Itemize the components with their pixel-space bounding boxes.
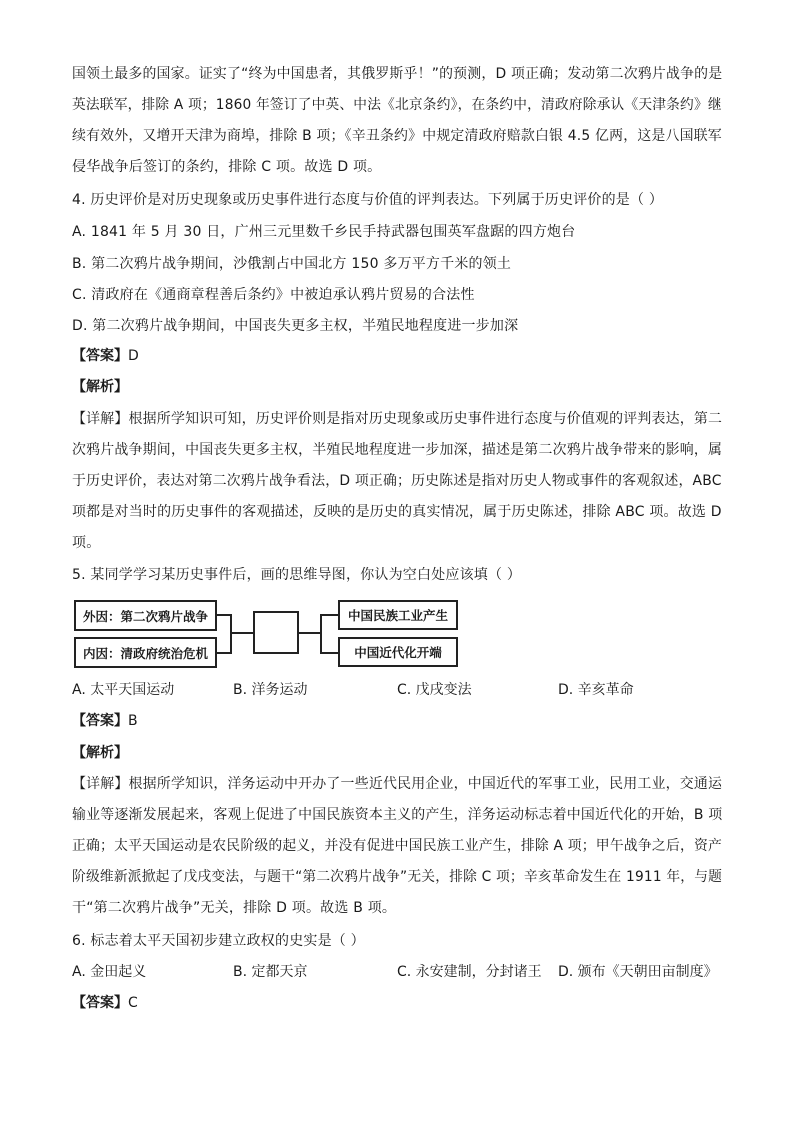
intro-line-4: 侵华战争后签订的条约，排除 C 项。故选 D 项。 — [72, 159, 382, 175]
mindmap-right-bottom-box: 中国近代化开端 — [338, 637, 458, 667]
q4-answer — [72, 347, 139, 365]
q4-detail-line-4: 项都是对当时的历史事件的客观描述，反映的是历史的真实情况，属于历史陈述，排除 ABC 项。故选 D — [72, 504, 722, 520]
q5-stem: 5. 某同学学习某历史事件后，画的思维导图，你认为空白处应该填（ ） — [72, 567, 522, 583]
mindmap-center-blank-box — [253, 611, 299, 654]
q5-detail-line-5: 干“第二次鸦片战争”无关，排除 D 项。故选 B 项。 — [72, 900, 397, 916]
q5-option-b: B. 洋务运动 — [233, 682, 308, 698]
q4-option-c: C. 清政府在《通商章程善后条约》中被迫承认鸦片贸易的合法性 — [72, 287, 475, 303]
intro-line-3: 续有效外，又增开天津为商埠，排除 B 项；《辛丑条约》中规定清政府赔款白银 4.5 亿两，这是八国联军 — [72, 128, 722, 144]
q5-option-c: C. 戊戌变法 — [397, 682, 472, 698]
q5-answer — [72, 712, 138, 730]
intro-line-1: 国领土最多的国家。证实了“终为中国患者，其俄罗斯乎！”的预测，D 项正确；发动第二次鸦片战争的是 — [72, 66, 723, 82]
q5-answer-value: B — [128, 713, 138, 729]
q6-answer-label: 【答案】 — [72, 995, 128, 1011]
mindmap-connector — [217, 614, 231, 616]
mindmap-connector — [299, 632, 321, 634]
q4-analysis-label: 【解析】 — [72, 379, 128, 395]
q4-answer-label: 【答案】 — [72, 348, 128, 364]
q5-option-d: D. 辛亥革命 — [558, 682, 634, 698]
q6-stem: 6. 标志着太平天国初步建立政权的史实是（ ） — [72, 933, 365, 949]
q5-answer-label: 【答案】 — [72, 713, 128, 729]
q4-option-a: A. 1841 年 5 月 30 日，广州三元里数千乡民手持武器包围英军盘踞的四方炮台 — [72, 224, 576, 240]
mindmap-connector — [230, 614, 232, 654]
q5-detail-line-1: 【详解】根据所学知识，洋务运动中开办了一些近代民用企业，中国近代的军事工业，民用工业，交通运 — [72, 776, 723, 792]
mindmap-connector — [320, 614, 338, 616]
mindmap-connector — [230, 632, 253, 634]
mindmap-connector — [217, 652, 231, 654]
q6-option-c: C. 永安建制，分封诸王 — [397, 964, 542, 980]
intro-line-2: 英法联军，排除 A 项；1860 年签订了中英、中法《北京条约》，在条约中，清政府除承认《天津条约》继 — [72, 97, 722, 113]
q6-option-d: D. 颁布《天朝田亩制度》 — [558, 964, 718, 980]
q4-option-d: D. 第二次鸦片战争期间，中国丧失更多主权，半殖民地程度进一步加深 — [72, 318, 519, 334]
mindmap-left-top-box: 外因：第二次鸦片战争 — [74, 600, 217, 631]
q6-option-b: B. 定都天京 — [233, 964, 308, 980]
q5-option-a: A. 太平天国运动 — [72, 682, 175, 698]
q5-detail-line-3: 正确；太平天国运动是农民阶级的起义，并没有促进中国民族工业产生，排除 A 项；甲午战争之后，资产 — [72, 838, 723, 854]
q6-answer — [72, 994, 138, 1012]
q6-option-a: A. 金田起义 — [72, 964, 147, 980]
q6-answer-value: C — [128, 995, 138, 1011]
q4-detail-line-1: 【详解】根据所学知识可知，历史评价则是指对历史现象或历史事件进行态度与价值观的评判表达，第二 — [72, 411, 723, 427]
q5-analysis-label: 【解析】 — [72, 745, 128, 761]
q4-option-b: B. 第二次鸦片战争期间，沙俄割占中国北方 150 多万平方千米的领土 — [72, 256, 512, 272]
mindmap-connector — [320, 614, 322, 654]
q5-detail-line-2: 输业等逐渐发展起来，客观上促进了中国民族资本主义的产生，洋务运动标志着中国近代化的开始，B 项 — [72, 807, 723, 823]
q5-detail-line-4: 阶级维新派掀起了戊戌变法，与题干“第二次鸦片战争”无关，排除 C 项；辛亥革命发生在 1911 年，与题 — [72, 869, 723, 885]
mindmap-connector — [320, 652, 338, 654]
mindmap-right-top-box: 中国民族工业产生 — [338, 600, 458, 630]
q4-answer-value: D — [128, 348, 139, 364]
q4-detail-line-3: 于历史评价，表达对第二次鸦片战争看法，D 项正确；历史陈述是指对历史人物或事件的客观叙述，ABC — [72, 473, 722, 489]
q4-stem: 4. 历史评价是对历史现象或历史事件进行态度与价值的评判表达。下列属于历史评价的是（ ） — [72, 192, 664, 208]
q4-detail-line-2: 次鸦片战争期间，中国丧失更多主权，半殖民地程度进一步加深，描述是第二次鸦片战争带来的影响，属 — [72, 442, 723, 458]
mindmap-left-bottom-box: 内因：清政府统治危机 — [74, 637, 217, 668]
q4-detail-line-5: 项。 — [72, 535, 101, 551]
